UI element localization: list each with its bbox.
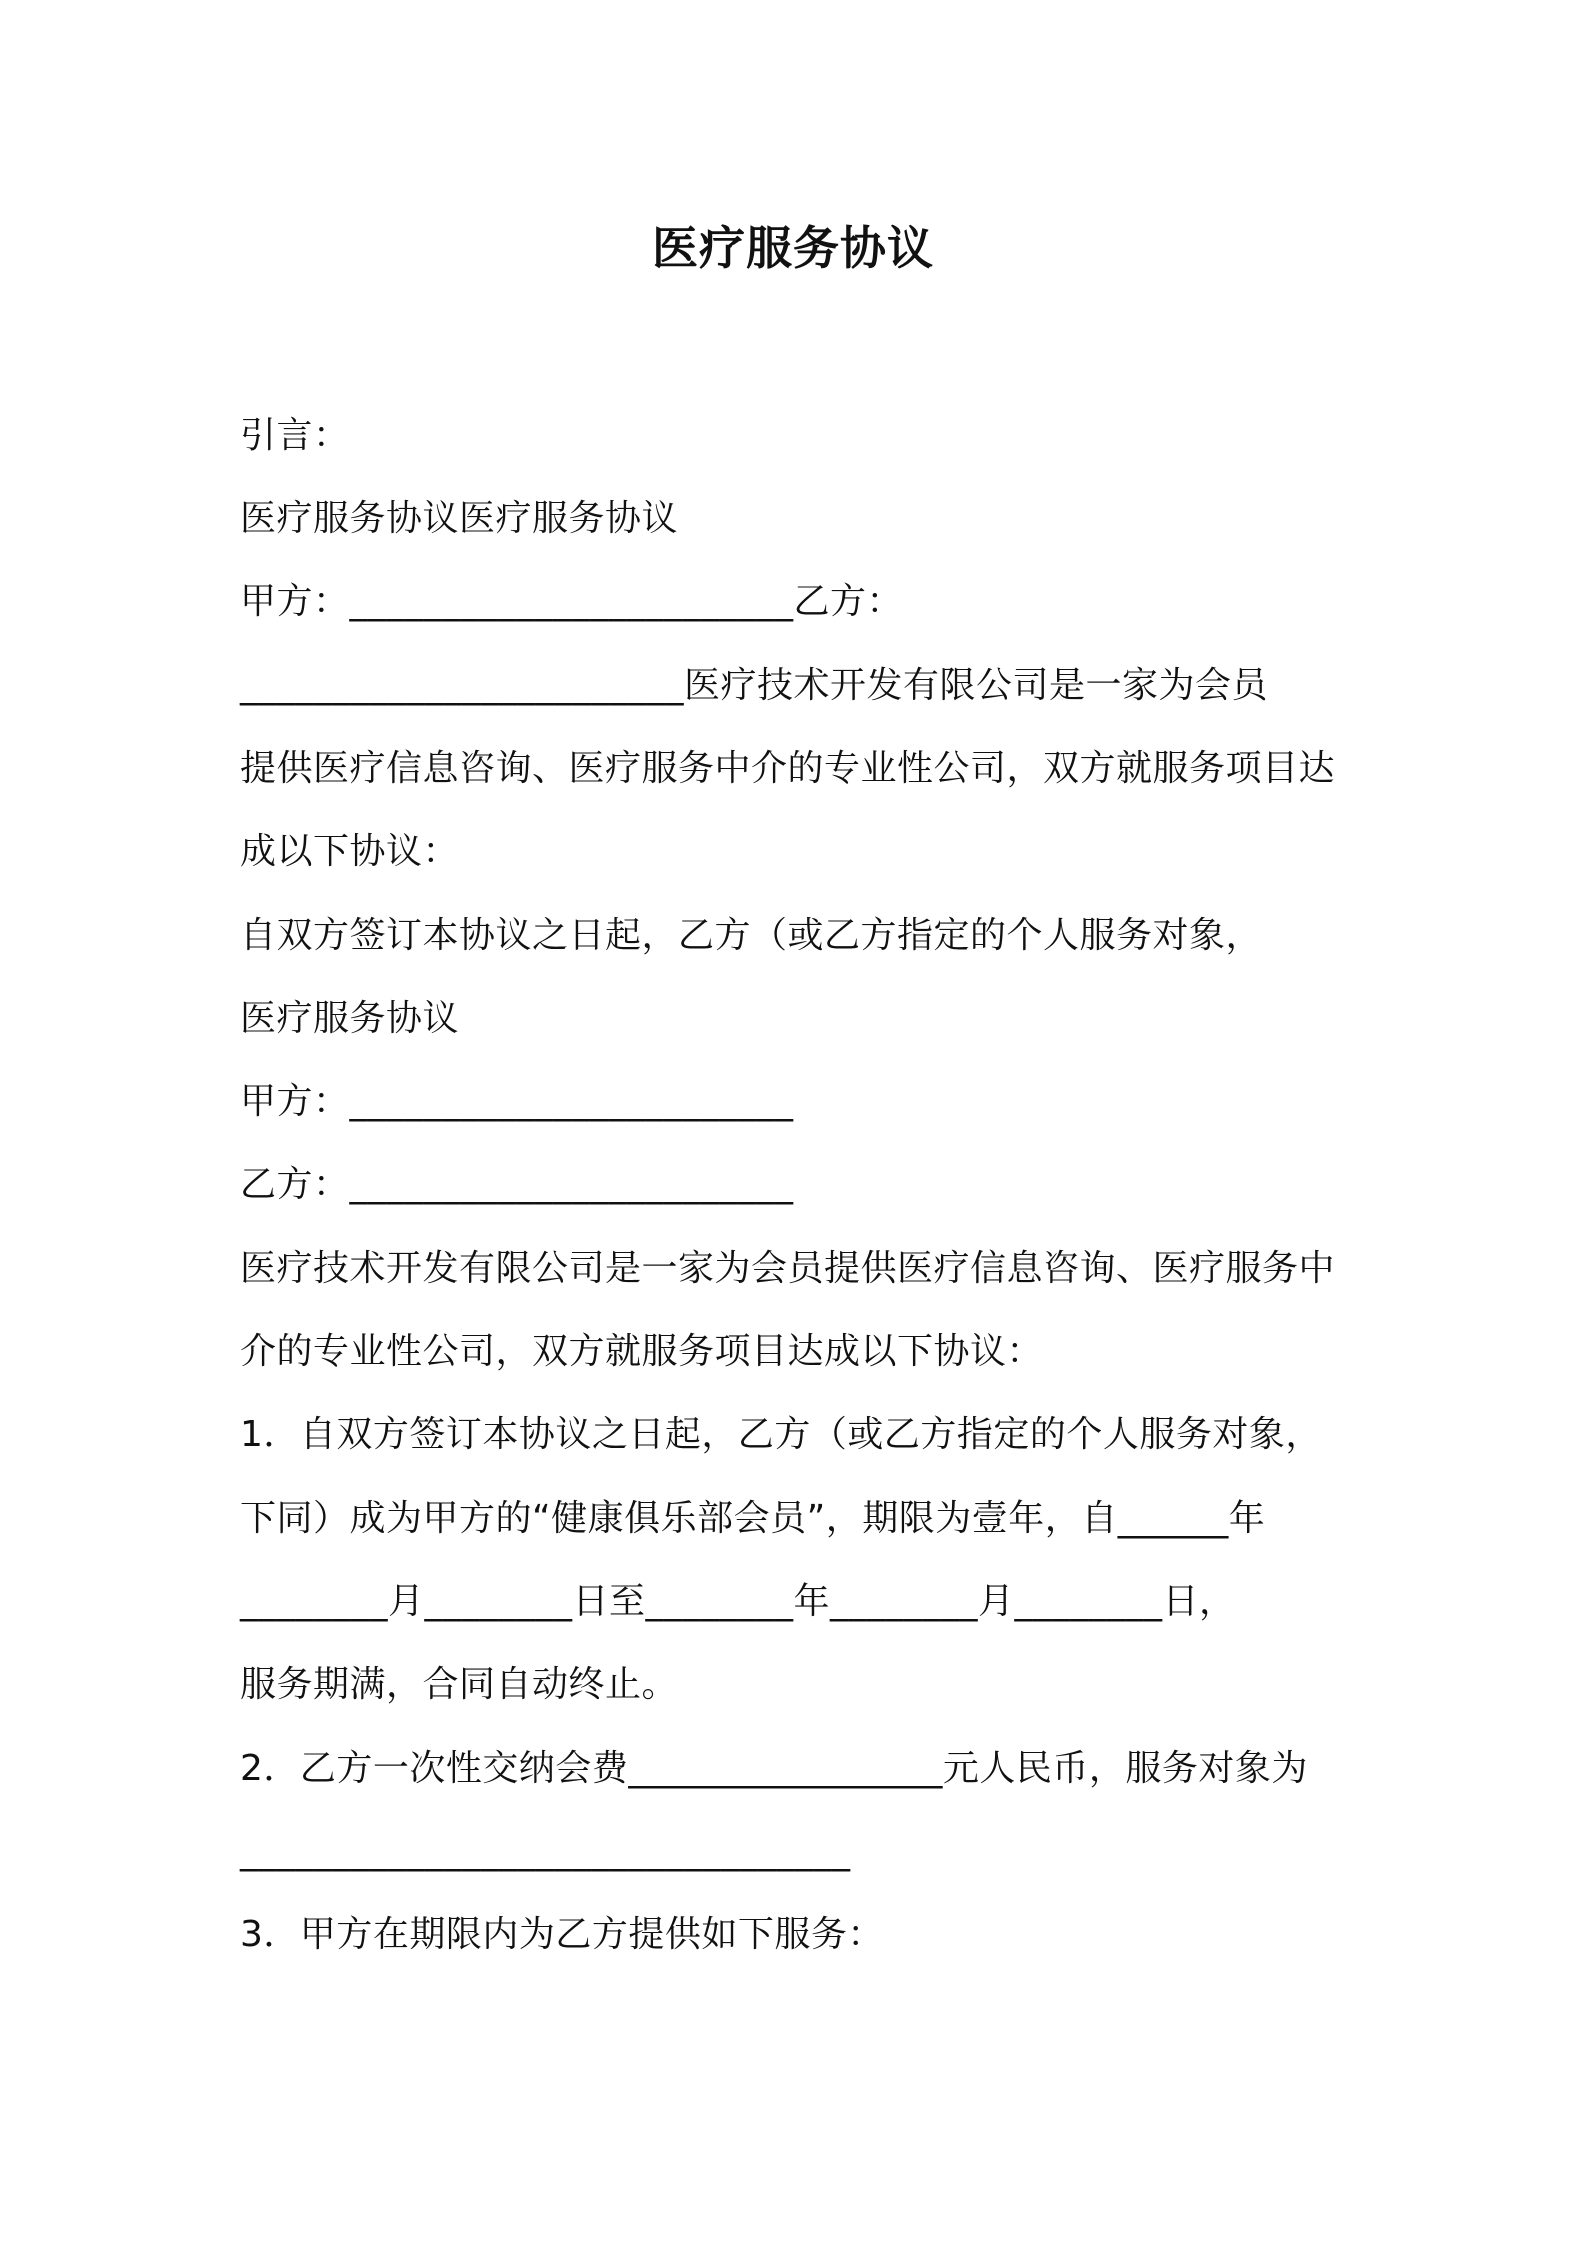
document-title: 医疗服务协议 [652, 221, 934, 275]
clause-1: 1．自双方签订本协议之日起，乙方（或乙方指定的个人服务对象， [240, 1414, 1322, 1455]
party-line: 甲方：________________________乙方： [240, 581, 904, 622]
blank-line: _________________________________ [240, 1831, 851, 1872]
date-range-line: ________月________日至________年________月________日， [240, 1581, 1236, 1622]
paragraph-line: 医疗技术开发有限公司是一家为会员提供医疗信息咨询、医疗服务中 [240, 1248, 1336, 1289]
paragraph-line: 介的专业性公司，双方就服务项目达成以下协议： [240, 1331, 1044, 1372]
party-b-line: 乙方：________________________ [240, 1164, 794, 1205]
paragraph-line: 提供医疗信息咨询、医疗服务中介的专业性公司，双方就服务项目达 [240, 748, 1336, 789]
clause-2: 2．乙方一次性交纳会费_________________元人民币，服务对象为 [240, 1748, 1308, 1789]
intro-heading: 引言： [240, 415, 350, 456]
paragraph-line: 医疗服务协议 [240, 998, 460, 1039]
paragraph-line: ________________________医疗技术开发有限公司是一家为会员 [240, 665, 1269, 706]
paragraph-line: 成以下协议： [240, 831, 460, 872]
paragraph-line: 医疗服务协议医疗服务协议 [240, 498, 679, 539]
paragraph-line: 服务期满，合同自动终止。 [240, 1664, 679, 1705]
paragraph-line: 下同）成为甲方的“健康俱乐部会员”，期限为壹年，自______年 [240, 1498, 1266, 1539]
paragraph-line: 自双方签订本协议之日起，乙方（或乙方指定的个人服务对象， [240, 915, 1263, 956]
party-a-line: 甲方：________________________ [240, 1081, 794, 1122]
clause-3: 3．甲方在期限内为乙方提供如下服务： [240, 1914, 884, 1955]
